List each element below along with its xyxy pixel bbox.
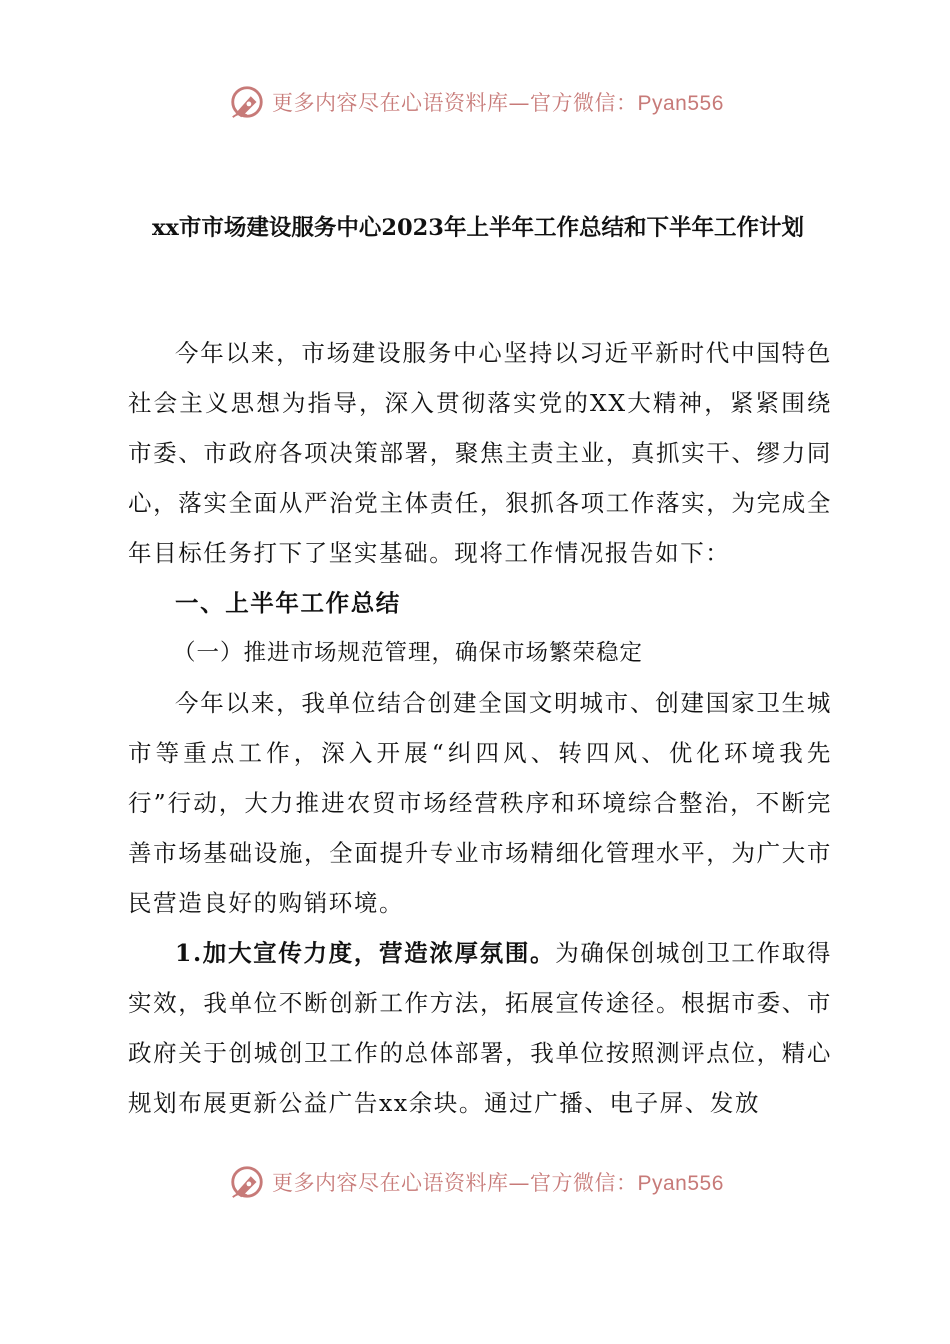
pen-nib-logo-icon — [228, 1163, 266, 1201]
section-heading: 一、上半年工作总结 — [175, 589, 401, 617]
watermark-text: 更多内容尽在心语资料库—官方微信：Pyan556 — [272, 1171, 724, 1195]
intro-paragraph: 今年以来，市场建设服务中心坚持以习近平新时代中国特色社会主义思想为指导，深入贯彻落实党的XX大精神，紧紧围绕市委、市政府各项决策部署，聚焦主责主业，真抓实干、缪力同心，落实全面从严治党主体责任，狠抓各项工作落实，为完成全年目标任务打下了坚实基础。现将工作情况报告如下： — [128, 339, 832, 567]
item-text: 为确保创城创卫工作取得实效，我单位不断创新工作方法，拓展宣传途径。根据市委、市政府关于创城创卫工作的总体部署，我单位按照测评点位，精心规划布展更新公益广告xx余块。通过广播、电子屏、发放 — [128, 939, 832, 1117]
subsection-heading: （一）推进市场规范管理，确保市场繁荣稳定 — [173, 640, 644, 666]
item-paragraph — [128, 928, 832, 1128]
subsection-paragraph: 今年以来，我单位结合创建全国文明城市、创建国家卫生城市等重点工作，深入开展“纠四风、转四风、优化环境我先行”行动，大力推进农贸市场经营秩序和环境综合整治，不断完善市场基础设施，全面提升专业市场精细化管理水平，为广大市民营造良好的购销环境。 — [128, 689, 832, 917]
footer-watermark — [228, 1160, 724, 1204]
header-watermark — [228, 80, 724, 124]
pen-nib-logo-icon — [228, 83, 266, 121]
document-title: xx市市场建设服务中心2023年上半年工作总结和下半年工作计划 — [152, 215, 804, 241]
item-lead: 1.加大宣传力度，营造浓厚氛围。 — [175, 939, 556, 967]
document-body — [128, 328, 832, 1128]
watermark-text: 更多内容尽在心语资料库—官方微信：Pyan556 — [272, 91, 724, 115]
